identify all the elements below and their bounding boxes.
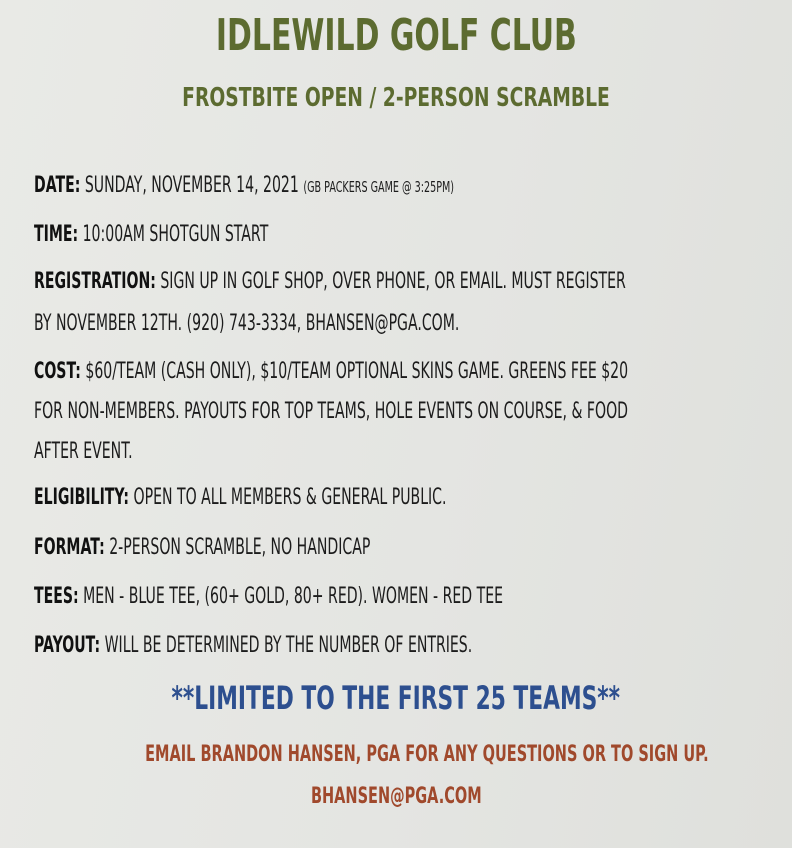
registration-line1: SIGN UP IN GOLF SHOP, OVER PHONE, OR EMAIL. MUST REGISTER [160,269,626,294]
format-label: FORMAT: [34,535,105,560]
cost-label: COST: [34,359,81,384]
date-value: SUNDAY, NOVEMBER 14, 2021 [84,173,299,198]
time-row [34,215,400,255]
date-row [34,166,690,207]
club-title [0,8,792,64]
eligibility-label: ELIGIBILITY: [34,485,130,510]
event-subtitle [0,80,792,116]
payout-row [34,626,719,666]
contact-line [0,740,792,770]
registration-label: REGISTRATION: [34,269,156,294]
club-title-text: IDLEWILD GOLF CLUB [215,10,577,61]
registration-line2: BY NOVEMBER 12TH. (920) 743-3334, BHANSEN@PGA.COM. [34,311,460,336]
cost-line1: $60/TEAM (CASH ONLY), $10/TEAM OPTIONAL SKINS GAME. GREENS FEE $20 [85,359,629,384]
time-value: 10:00AM SHOTGUN START [82,222,269,247]
date-note: (GB PACKERS GAME @ 3:25PM) [303,178,455,196]
tees-row [34,577,767,617]
format-row [34,528,560,568]
tees-value: MEN - BLUE TEE, (60+ GOLD, 80+ RED). WOMEN - RED TEE [83,584,504,609]
cost-row-3 [34,432,188,472]
cost-line3: AFTER EVENT. [34,439,133,464]
limited-notice-text: **LIMITED TO THE FIRST 25 TEAMS** [171,679,621,717]
tees-label: TEES: [34,584,79,609]
registration-row-2 [34,304,699,344]
payout-label: PAYOUT: [34,633,101,658]
date-label: DATE: [34,173,81,198]
contact-email [0,782,792,812]
format-value: 2-PERSON SCRAMBLE, NO HANDICAP [109,535,371,560]
cost-row-2 [34,392,792,432]
time-label: TIME: [34,222,79,247]
cost-line2: FOR NON-MEMBERS. PAYOUTS FOR TOP TEAMS, HOLE EVENTS ON COURSE, & FOOD [34,399,628,424]
payout-value: WILL BE DETERMINED BY THE NUMBER OF ENTRIES. [104,633,473,658]
contact-email-text: BHANSEN@PGA.COM [310,784,482,809]
cost-row [34,352,792,392]
limited-notice [0,676,792,720]
event-subtitle-text: FROSTBITE OPEN / 2-PERSON SCRAMBLE [182,83,610,113]
registration-row [34,262,792,302]
contact-line-text: EMAIL BRANDON HANSEN, PGA FOR ANY QUESTIONS OR TO SIGN UP. [145,742,709,767]
eligibility-value: OPEN TO ALL MEMBERS & GENERAL PUBLIC. [133,485,447,510]
eligibility-row [34,478,679,518]
